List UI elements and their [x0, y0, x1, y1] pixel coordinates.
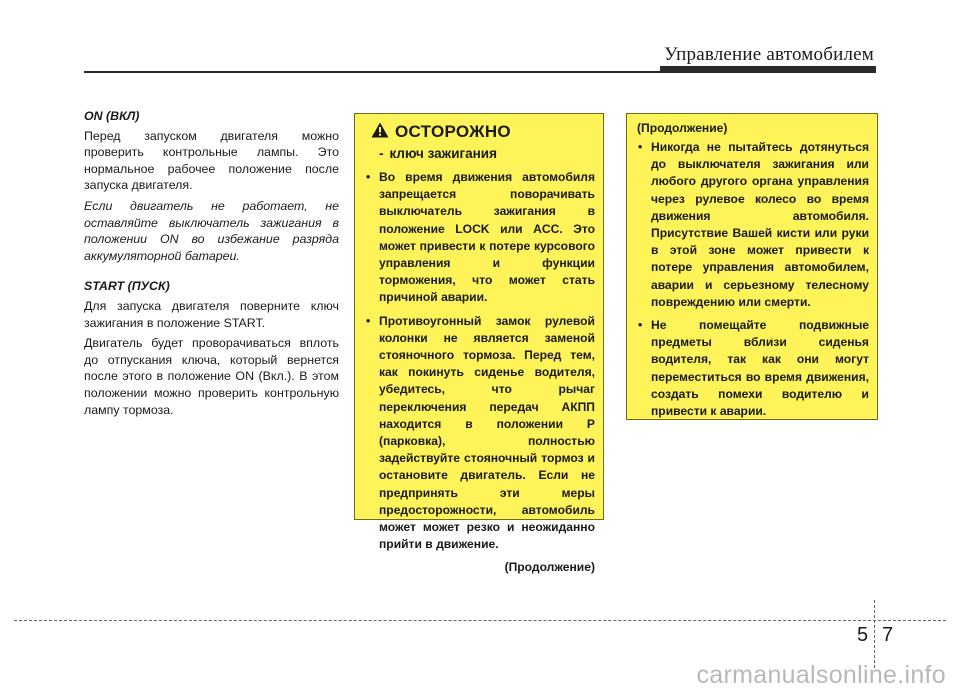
continued-label: (Продолжение) — [504, 560, 595, 575]
on-heading: ON (ВКЛ) — [84, 109, 140, 123]
start-paragraph-2: Двигатель будет проворачиваться вплоть до отпускания ключа, который вернется после этого в положение ON (Вкл.). В этом положении можно проверить контрольную лампу тормоза. — [84, 336, 339, 417]
warning-list-2 — [635, 139, 869, 420]
warning-list-1 — [363, 169, 595, 553]
header-rule-thick — [660, 66, 876, 73]
start-paragraph-1: Для запуска двигателя поверните ключ зажигания в положение START. — [84, 298, 339, 330]
on-note: Если двигатель не работает, не оставляйте выключатель зажигания в положении ON во избежание разряда аккумуляторной батареи. — [84, 198, 339, 263]
warning-item: • Не помещайте подвижные предметы вблизи сиденья водителя, так как они могут переместиться во время движения, создать помехи водителю и привести к аварии. — [638, 318, 869, 419]
warning-triangle-icon — [371, 122, 389, 143]
footer-divider — [14, 620, 946, 621]
warning-title-row — [371, 120, 595, 144]
continued-header: (Продолжение) — [637, 121, 728, 135]
left-column — [84, 108, 339, 422]
page-number: 7 — [882, 624, 894, 646]
section-number: 5 — [857, 624, 869, 646]
warning-subtitle-dash: - — [379, 146, 384, 161]
warning-box-continued — [626, 113, 878, 420]
warning-title: ОСТОРОЖНО — [395, 122, 511, 141]
watermark-text: carmanualsonline.info — [696, 661, 946, 689]
warning-box-ignition — [354, 113, 604, 575]
warning-item: • Противоугонный замок рулевой колонки не является заменой стояночного тормоза. Перед тем, как покинуть сиденье водителя, убедитесь, что рычаг переключения передач АКПП находится в положении P (парковка), полностью задействуйте стояночный тормоз и остановите двигатель. Если не предпринять эти меры предосторожности, автомобиль может может резко и неожиданно прийти в движение. — [366, 313, 595, 552]
section-header-title: Управление автомобилем — [664, 44, 874, 65]
warning-subtitle: ключ зажигания — [389, 146, 497, 161]
on-paragraph: Перед запуском двигателя можно проверить контрольные лампы. Это нормальное рабочее положение после запуска двигателя. — [84, 128, 339, 193]
warning-item: • Во время движения автомобиля запрещается поворачивать выключатель зажигания в положение LOCK или ACC. Это может привести к потере курсового управления и функции торможения, что может стать причиной аварии. — [366, 170, 595, 305]
warning-item: • Никогда не пытайтесь дотянуться до выключателя зажигания или любого другого органа управления через рулевое колесо во время движения автомобиля. Присутствие Вашей кисти или руки в этой зоне может привести к потере управления автомобилем, аварии и серьезному телесному повреждению или смерти. — [638, 140, 869, 309]
header-rule-thin — [84, 71, 660, 73]
warning-subtitle-row — [379, 146, 595, 161]
page-number-separator — [874, 600, 875, 668]
start-heading: START (ПУСК) — [84, 279, 170, 294]
